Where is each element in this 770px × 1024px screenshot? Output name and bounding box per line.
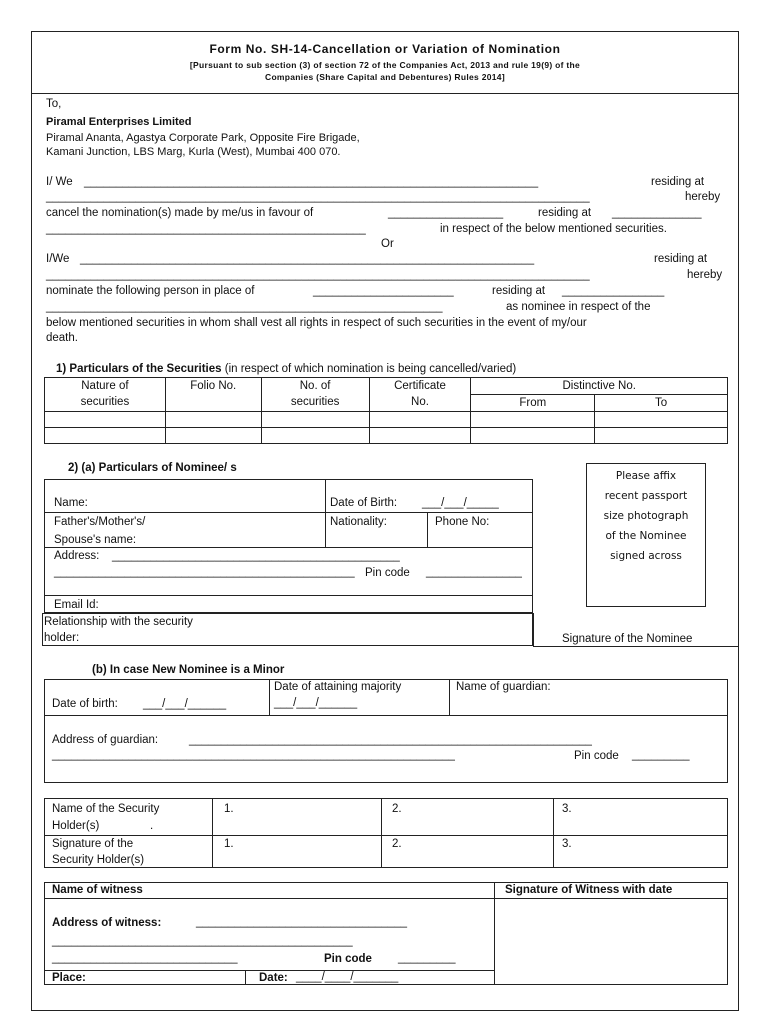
- cell-nature-1[interactable]: [45, 412, 166, 428]
- witness-date-input[interactable]: ____/____/_______: [296, 971, 399, 983]
- cell-from-1[interactable]: [471, 412, 595, 428]
- company-address-line1: Piramal Ananta, Agastya Corporate Park, Opposite Fire Brigade,: [46, 132, 360, 144]
- nominee-pin-input[interactable]: _______________: [426, 566, 522, 578]
- company-name: Piramal Enterprises Limited: [46, 116, 192, 128]
- holder-sign-3[interactable]: 3.: [562, 838, 572, 850]
- nominee-signature-label: Signature of the Nominee: [562, 633, 693, 645]
- or-label: Or: [381, 238, 394, 250]
- nominee-dob-label: Date of Birth:: [330, 497, 398, 509]
- cancel-address-blank[interactable]: _____________________________________________________________________________________: [46, 191, 590, 203]
- minor-majority-label: Date of attaining majority: [274, 681, 402, 693]
- nominee-parent-label-1: Father's/Mother's/: [54, 516, 146, 528]
- nominee-nationality-label: Nationality:: [330, 516, 387, 528]
- photo-instruction-line1: Please affix: [615, 470, 677, 482]
- photo-instruction-line3: size photograph: [603, 510, 689, 522]
- securities-heading-bold: 1) Particulars of the Securities: [56, 363, 222, 375]
- cancel-in-respect-text: in respect of the below mentioned securities.: [440, 223, 667, 235]
- vary-residing-blank[interactable]: ________________: [562, 285, 665, 297]
- securities-heading: [56, 363, 516, 375]
- cell-to-1[interactable]: [595, 412, 728, 428]
- col-distinctive: Distinctive No.: [471, 378, 728, 395]
- witness-address-blank-3[interactable]: _____________________________: [52, 952, 238, 964]
- nominee-pin-label: Pin code: [365, 567, 410, 579]
- minor-heading: (b) In case New Nominee is a Minor: [92, 664, 285, 676]
- minor-guardian-address-label: Address of guardian:: [52, 734, 159, 746]
- col-no-securities: No. of securities: [261, 378, 369, 412]
- form-subtitle-line1: [Pursuant to sub section (3) of section 72 of the Companies Act, 2013 and rule 19(9) of the: [189, 60, 581, 70]
- form-subtitle-line2: Companies (Share Capital and Debentures) Rules 2014]: [265, 72, 505, 82]
- col-folio: Folio No.: [165, 378, 261, 412]
- minor-guardian-name-label: Name of guardian:: [456, 681, 551, 693]
- vary-name-blank[interactable]: _______________________________________________________________________: [80, 253, 535, 265]
- nominee-address-label: Address:: [54, 550, 100, 562]
- col-to: To: [595, 395, 728, 412]
- holder-name-2[interactable]: 2.: [392, 803, 402, 815]
- witness-pin-input[interactable]: _________: [398, 952, 456, 964]
- securities-table: [44, 377, 728, 444]
- holder-sign-label-1: Signature of the: [52, 838, 134, 850]
- securities-heading-note: (in respect of which nomination is being cancelled/varied): [224, 363, 517, 375]
- col-certificate: Certificate No.: [369, 378, 471, 412]
- minor-dob-input[interactable]: ___/___/______: [143, 698, 227, 710]
- witness-address-blank-2[interactable]: _______________________________________________: [52, 935, 353, 947]
- witness-address-blank-1[interactable]: _________________________________: [196, 916, 408, 928]
- witness-place-label: Place:: [52, 972, 86, 984]
- holder-name-1[interactable]: 1.: [224, 803, 234, 815]
- relationship-label-1: Relationship with the security: [44, 616, 193, 628]
- nominee-name-label: Name:: [54, 497, 88, 509]
- holder-sign-1[interactable]: 1.: [224, 838, 234, 850]
- photo-instruction-line4: of the Nominee: [605, 530, 687, 542]
- photo-instruction-line5: signed across: [610, 550, 682, 562]
- witness-date-label: Date:: [259, 972, 288, 984]
- nominee-heading: 2) (a) Particulars of Nominee/ s: [68, 462, 237, 474]
- form-frame: [31, 31, 739, 1011]
- vary-residing-blank-2[interactable]: ______________________________________________________________: [46, 301, 443, 313]
- cancel-hereby-label: hereby: [685, 191, 721, 203]
- company-address-line2: Kamani Junction, LBS Marg, Kurla (West), Mumbai 400 070.: [46, 146, 341, 158]
- vary-text-line6: death.: [46, 332, 78, 344]
- minor-guardian-address-blank-2[interactable]: _______________________________________________________________: [52, 749, 455, 761]
- nominee-address-blank-2[interactable]: _______________________________________________: [54, 566, 355, 578]
- witness-pin-label: Pin code: [324, 953, 372, 965]
- nominee-email-label: Email Id:: [54, 599, 99, 611]
- vary-address-blank[interactable]: _____________________________________________________________________________________: [46, 269, 590, 281]
- witness-name-label: Name of witness: [52, 884, 143, 896]
- cell-cert-2[interactable]: [369, 428, 471, 444]
- witness-signature-label: Signature of Witness with date: [505, 884, 673, 896]
- vary-text-line5: below mentioned securities in whom shall vest all rights in respect of such securities in the event of my/our: [46, 317, 587, 329]
- holder-name-label-2: Holder(s): [52, 820, 100, 832]
- to-label: To,: [46, 98, 62, 110]
- minor-pin-label: Pin code: [574, 750, 619, 762]
- vary-residing-label: residing at: [654, 253, 708, 265]
- cancel-residing-blank-2[interactable]: __________________________________________________: [46, 223, 366, 235]
- col-nature: Nature of securities: [45, 378, 166, 412]
- minor-guardian-address-blank-1[interactable]: _______________________________________________________________: [189, 734, 592, 746]
- cancel-favour-blank[interactable]: __________________: [388, 207, 504, 219]
- minor-majority-input[interactable]: ___/___/______: [274, 697, 358, 709]
- minor-box: [44, 679, 728, 783]
- cell-to-2[interactable]: [595, 428, 728, 444]
- witness-address-label: Address of witness:: [52, 917, 162, 929]
- col-from: From: [471, 395, 595, 412]
- header-divider: [32, 93, 738, 94]
- cell-cert-1[interactable]: [369, 412, 471, 428]
- cell-no-1[interactable]: [261, 412, 369, 428]
- nominee-address-blank-1[interactable]: _____________________________________________: [112, 550, 400, 562]
- cell-nature-2[interactable]: [45, 428, 166, 444]
- holder-sign-label-2: Security Holder(s): [52, 854, 145, 866]
- holder-name-label-1: Name of the Security: [52, 803, 160, 815]
- holder-name-dot: .: [150, 820, 154, 832]
- form-title: Form No. SH-14-Cancellation or Variation of Nomination: [209, 42, 561, 56]
- relationship-label-2: holder:: [44, 632, 80, 644]
- nominee-parent-label-2: Spouse's name:: [54, 534, 137, 546]
- cell-folio-2[interactable]: [165, 428, 261, 444]
- cancel-text: cancel the nomination(s) made by me/us in favour of: [46, 207, 314, 219]
- cell-no-2[interactable]: [261, 428, 369, 444]
- as-nominee-text: as nominee in respect of the: [506, 301, 651, 313]
- cell-from-2[interactable]: [471, 428, 595, 444]
- minor-dob-label: Date of birth:: [52, 698, 118, 710]
- cell-folio-1[interactable]: [165, 412, 261, 428]
- cancel-name-blank[interactable]: _______________________________________________________________________: [84, 176, 539, 188]
- nominate-text: nominate the following person in place of: [46, 285, 255, 297]
- minor-pin-input[interactable]: _________: [632, 749, 690, 761]
- vary-residing-label-2: residing at: [492, 285, 546, 297]
- cancel-residing-label-2: residing at: [538, 207, 592, 219]
- cancel-iwe-label: I/ We: [46, 176, 73, 188]
- holder-name-3[interactable]: 3.: [562, 803, 572, 815]
- vary-hereby-label: hereby: [687, 269, 723, 281]
- nominee-phone-label: Phone No:: [435, 516, 490, 528]
- nominee-dob-input[interactable]: ___/___/_____: [422, 497, 499, 509]
- photo-box[interactable]: [586, 463, 706, 607]
- cancel-residing-blank[interactable]: ______________: [612, 207, 702, 219]
- cancel-residing-label: residing at: [651, 176, 705, 188]
- holder-sign-2[interactable]: 2.: [392, 838, 402, 850]
- photo-instruction-line2: recent passport: [604, 490, 688, 502]
- nominate-place-blank[interactable]: ______________________: [313, 285, 454, 297]
- vary-iwe-label: I/We: [46, 253, 70, 265]
